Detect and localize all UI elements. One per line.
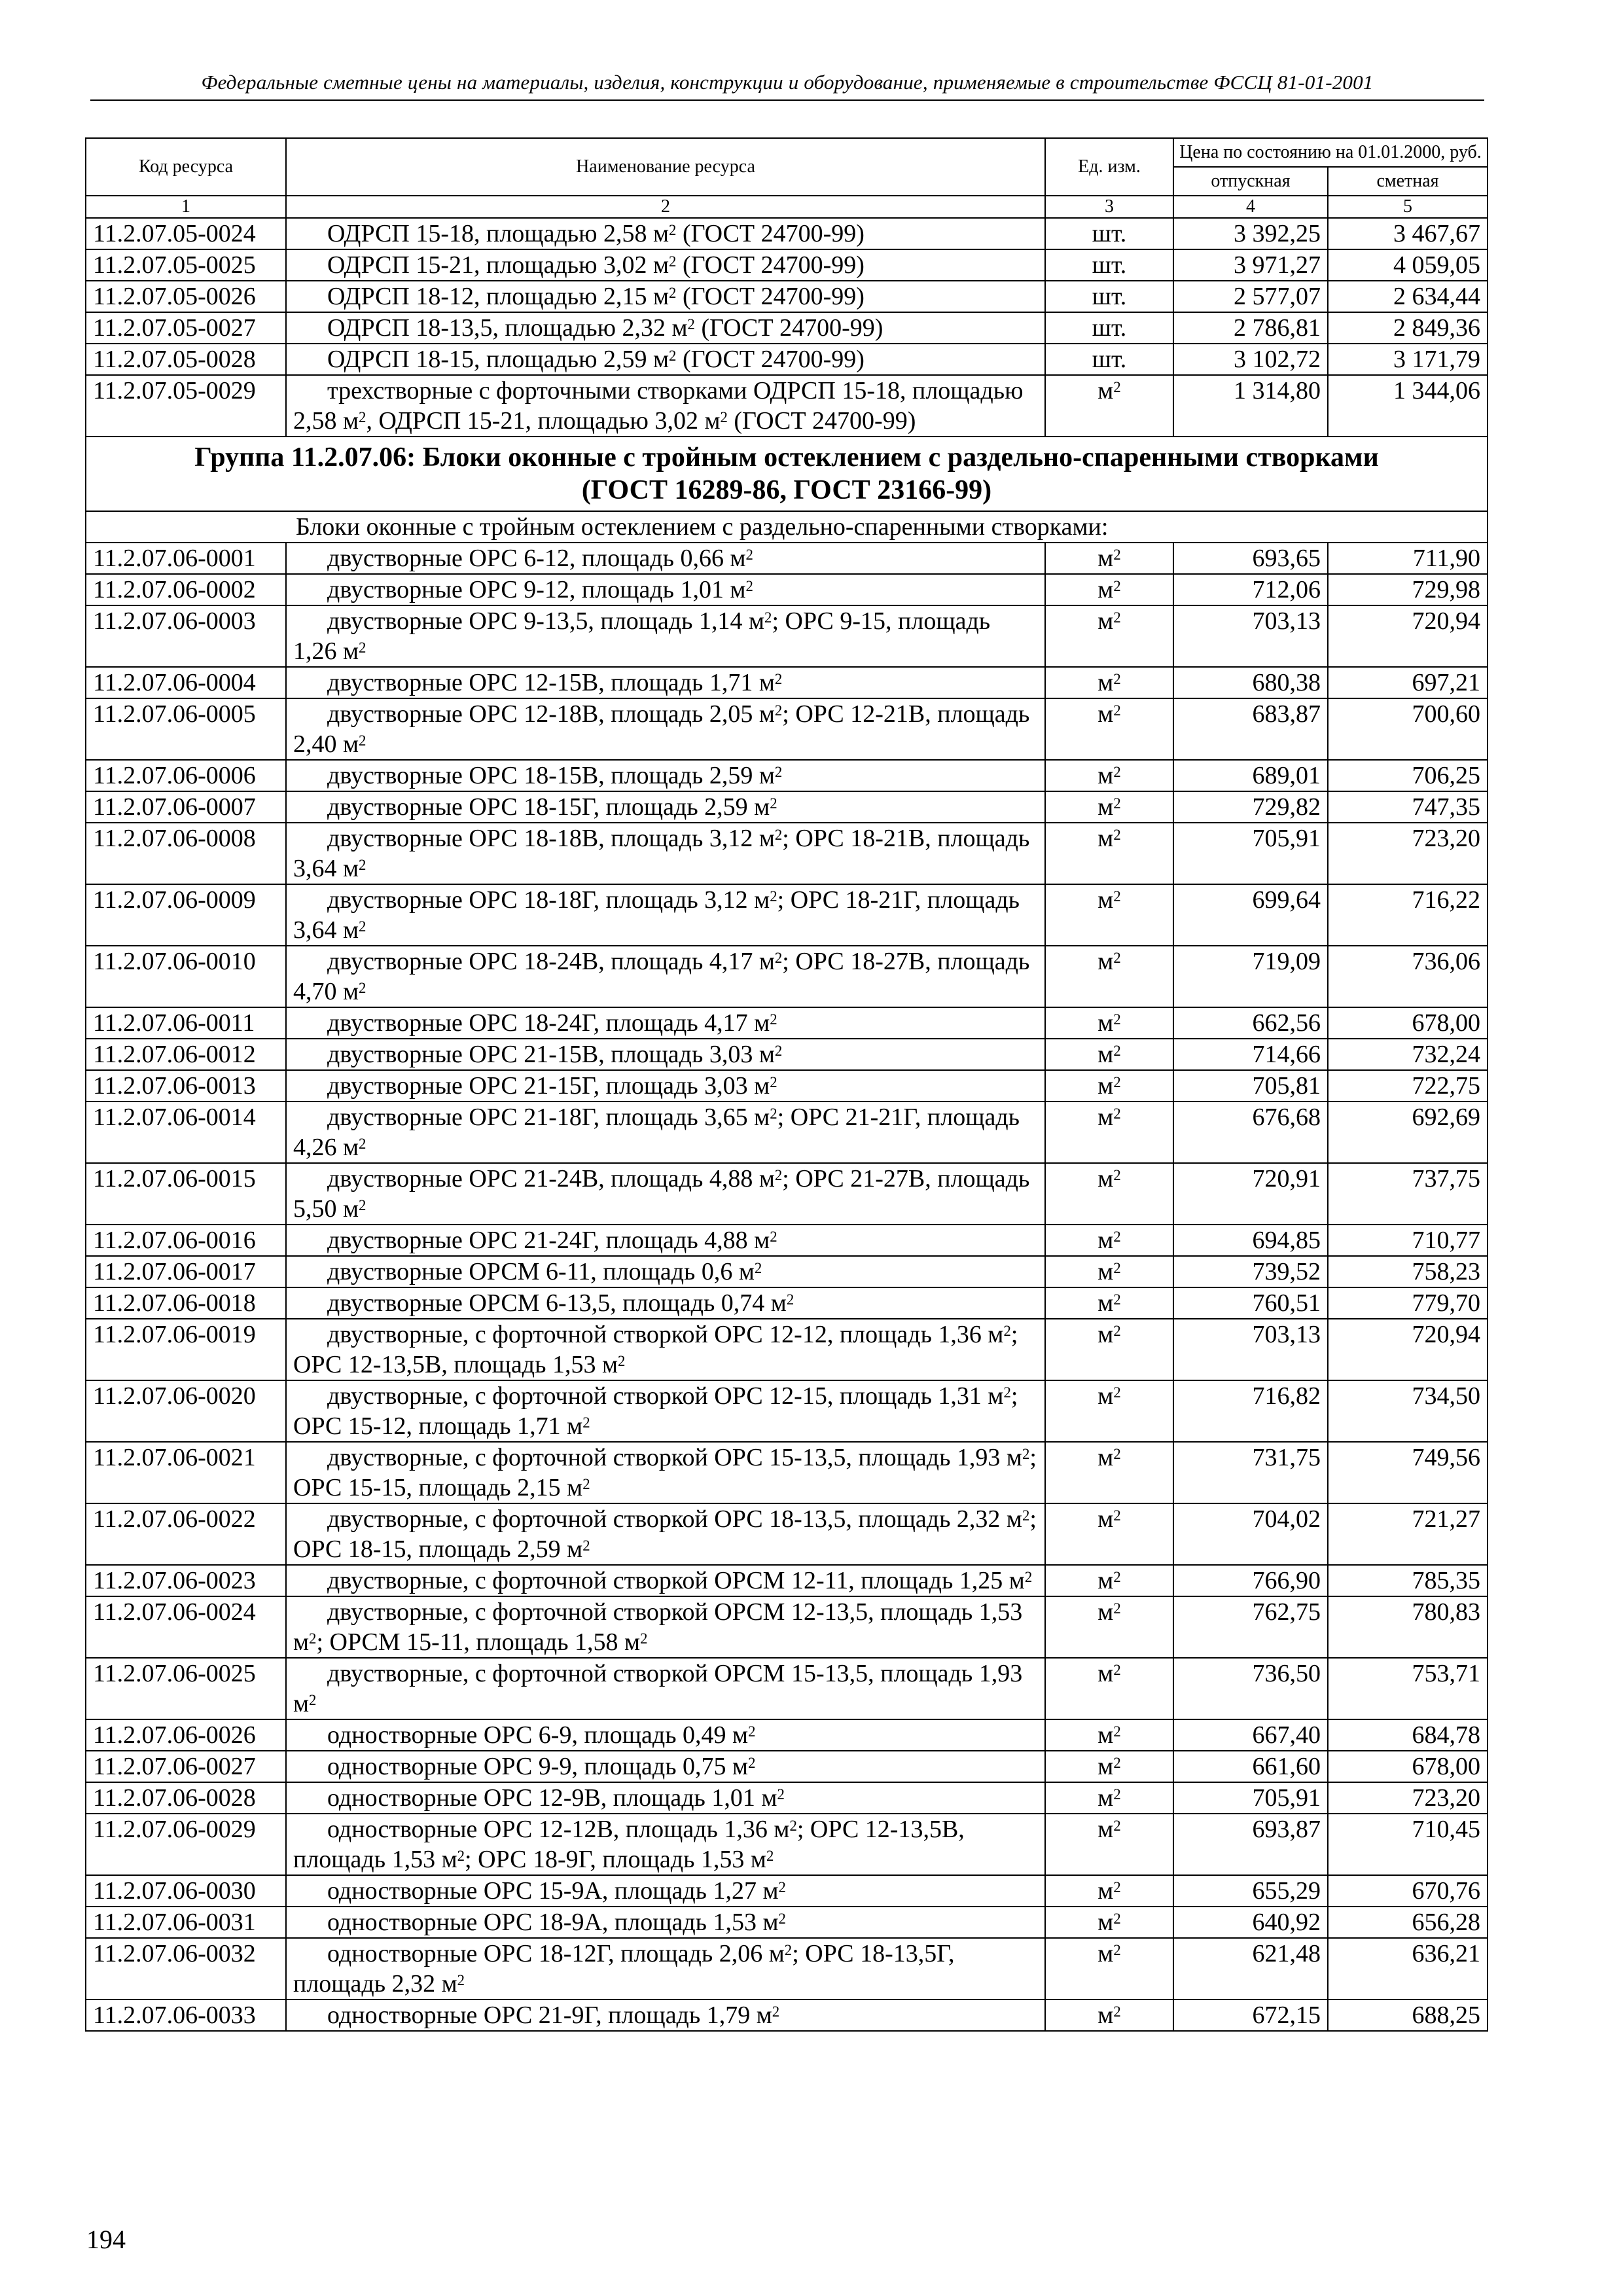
estimate-price: 780,83 <box>1328 1596 1488 1658</box>
resource-code: 11.2.07.06-0011 <box>86 1007 286 1039</box>
estimate-price: 688,25 <box>1328 2000 1488 2031</box>
unit: $м^2$ <box>1045 2000 1173 2031</box>
unit: $м^2$ <box>1045 1782 1173 1814</box>
resource-code: 11.2.07.06-0020 <box>86 1380 286 1442</box>
resource-name <box>286 249 1045 281</box>
resource-code: 11.2.07.05-0029 <box>86 375 286 437</box>
resource-name <box>286 1007 1045 1039</box>
release-price: 762,75 <box>1173 1596 1328 1658</box>
resource-name-text: двустворные, с форточной створкой ОРСМ 12-11, площадь 1,25 $м^2$ <box>327 1567 1033 1594</box>
release-price: 3 971,27 <box>1173 249 1328 281</box>
estimate-price: 656,28 <box>1328 1907 1488 1938</box>
table-row <box>86 1814 1488 1875</box>
resource-name-text: трехстворные с форточными створками ОДРСП 15-18, площадью 2,58 $м^2$, ОДРСП 15-21, площадью 3,02 $м^2$ (ГОСТ 24700-99) <box>293 377 1024 435</box>
release-price: 662,56 <box>1173 1007 1328 1039</box>
table-row <box>86 1102 1488 1163</box>
release-price: 694,85 <box>1173 1225 1328 1256</box>
release-price: 712,06 <box>1173 574 1328 605</box>
resource-name-text: двустворные ОРС 18-15Г, площадь 2,59 $м^2$ <box>327 793 777 821</box>
resource-name <box>286 1751 1045 1782</box>
unit: $м^2$ <box>1045 1814 1173 1875</box>
resource-name-text: двустворные ОРС 21-18Г, площадь 3,65 $м^2$; ОРС 21-21Г, площадь 4,26 $м^2$ <box>293 1103 1020 1161</box>
resource-name-text: двустворные ОРСМ 6-13,5, площадь 0,74 $м^2$ <box>327 1289 794 1317</box>
unit: $м^2$ <box>1045 1751 1173 1782</box>
estimate-price: 678,00 <box>1328 1007 1488 1039</box>
group-subheading: Блоки оконные с тройным остеклением с раздельно-спаренными створками: <box>86 511 1488 543</box>
unit: $м^2$ <box>1045 1938 1173 2000</box>
unit: $м^2$ <box>1045 1503 1173 1565</box>
resource-code: 11.2.07.05-0026 <box>86 281 286 312</box>
table-row <box>86 1319 1488 1380</box>
resource-code: 11.2.07.06-0012 <box>86 1039 286 1070</box>
release-price: 2 577,07 <box>1173 281 1328 312</box>
table-row <box>86 1596 1488 1658</box>
resource-name <box>286 823 1045 884</box>
resource-name <box>286 1163 1045 1225</box>
release-price: 655,29 <box>1173 1875 1328 1907</box>
unit: $м^2$ <box>1045 1007 1173 1039</box>
resource-code: 11.2.07.05-0024 <box>86 218 286 249</box>
table-row <box>86 1503 1488 1565</box>
resource-name <box>286 344 1045 375</box>
resource-name-text: двустворные ОРС 12-15В, площадь 1,71 $м^2$ <box>327 669 783 696</box>
group-title-line2: (ГОСТ 16289-86, ГОСТ 23166-99) <box>581 475 992 505</box>
resource-name <box>286 1814 1045 1875</box>
resource-name <box>286 1907 1045 1938</box>
estimate-price: 684,78 <box>1328 1719 1488 1751</box>
resource-name <box>286 1565 1045 1596</box>
resource-name-text: одностворные ОРС 12-12В, площадь 1,36 $м^2$; ОРС 12-13,5В, площадь 1,53 $м^2$; ОРС 18-9Г, площадь 1,53 $м^2$ <box>293 1816 965 1873</box>
estimate-price: 3 171,79 <box>1328 344 1488 375</box>
resource-name <box>286 1503 1045 1565</box>
group-title <box>86 437 1488 511</box>
table-row <box>86 698 1488 760</box>
release-price: 693,87 <box>1173 1814 1328 1875</box>
unit: $м^2$ <box>1045 1658 1173 1719</box>
estimate-price: 721,27 <box>1328 1503 1488 1565</box>
release-price: 766,90 <box>1173 1565 1328 1596</box>
resource-code: 11.2.07.06-0028 <box>86 1782 286 1814</box>
column-numbers-row <box>86 196 1488 218</box>
resource-name <box>286 667 1045 698</box>
resource-name <box>286 698 1045 760</box>
table-row <box>86 281 1488 312</box>
resource-name <box>286 1380 1045 1442</box>
estimate-price: 785,35 <box>1328 1565 1488 1596</box>
unit: шт. <box>1045 344 1173 375</box>
table-row <box>86 1719 1488 1751</box>
table-row <box>86 574 1488 605</box>
estimate-price: 779,70 <box>1328 1287 1488 1319</box>
resource-code: 11.2.07.06-0030 <box>86 1875 286 1907</box>
release-price: 667,40 <box>1173 1719 1328 1751</box>
release-price: 2 786,81 <box>1173 312 1328 344</box>
unit: $м^2$ <box>1045 823 1173 884</box>
resource-name <box>286 312 1045 344</box>
table-row <box>86 1565 1488 1596</box>
resource-code: 11.2.07.06-0008 <box>86 823 286 884</box>
unit: $м^2$ <box>1045 1225 1173 1256</box>
estimate-price: 692,69 <box>1328 1102 1488 1163</box>
resource-name <box>286 1039 1045 1070</box>
estimate-price: 723,20 <box>1328 1782 1488 1814</box>
resource-name <box>286 1442 1045 1503</box>
resource-name-text: одностворные ОРС 18-9А, площадь 1,53 $м^2$ <box>327 1909 786 1936</box>
estimate-price: 722,75 <box>1328 1070 1488 1102</box>
table-row <box>86 760 1488 791</box>
release-price: 680,38 <box>1173 667 1328 698</box>
release-price: 672,15 <box>1173 2000 1328 2031</box>
resource-code: 11.2.07.06-0013 <box>86 1070 286 1102</box>
resource-code: 11.2.07.06-0019 <box>86 1319 286 1380</box>
estimate-price: 697,21 <box>1328 667 1488 698</box>
resource-name-text: двустворные ОРС 18-24Г, площадь 4,17 $м^2$ <box>327 1009 777 1037</box>
table-row <box>86 1907 1488 1938</box>
release-price: 1 314,80 <box>1173 375 1328 437</box>
resource-name <box>286 543 1045 574</box>
unit: $м^2$ <box>1045 1875 1173 1907</box>
release-price: 703,13 <box>1173 1319 1328 1380</box>
estimate-price: 729,98 <box>1328 574 1488 605</box>
release-price: 689,01 <box>1173 760 1328 791</box>
rows-group <box>86 543 1488 2031</box>
resource-name <box>286 791 1045 823</box>
unit: $м^2$ <box>1045 1442 1173 1503</box>
table-row <box>86 1938 1488 2000</box>
table-row <box>86 375 1488 437</box>
col-num: 1 <box>86 196 286 218</box>
resource-code: 11.2.07.06-0024 <box>86 1596 286 1658</box>
table-row <box>86 1007 1488 1039</box>
estimate-price: 758,23 <box>1328 1256 1488 1287</box>
col-num: 2 <box>286 196 1045 218</box>
release-price: 3 392,25 <box>1173 218 1328 249</box>
col-num: 5 <box>1328 196 1488 218</box>
unit: шт. <box>1045 218 1173 249</box>
unit: $м^2$ <box>1045 1719 1173 1751</box>
resource-name <box>286 1596 1045 1658</box>
release-price: 720,91 <box>1173 1163 1328 1225</box>
estimate-price: 711,90 <box>1328 543 1488 574</box>
resource-code: 11.2.07.05-0028 <box>86 344 286 375</box>
estimate-price: 636,21 <box>1328 1938 1488 2000</box>
release-price: 736,50 <box>1173 1658 1328 1719</box>
unit: $м^2$ <box>1045 884 1173 946</box>
estimate-price: 3 467,67 <box>1328 218 1488 249</box>
unit: $м^2$ <box>1045 543 1173 574</box>
unit: $м^2$ <box>1045 1039 1173 1070</box>
resource-code: 11.2.07.06-0004 <box>86 667 286 698</box>
resource-name <box>286 946 1045 1007</box>
resource-name <box>286 1782 1045 1814</box>
resource-code: 11.2.07.06-0023 <box>86 1565 286 1596</box>
col-header-estimate: сметная <box>1328 167 1488 196</box>
table-row <box>86 1751 1488 1782</box>
unit: $м^2$ <box>1045 760 1173 791</box>
resource-code: 11.2.07.06-0018 <box>86 1287 286 1319</box>
release-price: 705,91 <box>1173 1782 1328 1814</box>
resource-name-text: одностворные ОРС 18-12Г, площадь 2,06 $м^2$; ОРС 18-13,5Г, площадь 2,32 $м^2$ <box>293 1940 955 1998</box>
unit: $м^2$ <box>1045 1070 1173 1102</box>
release-price: 739,52 <box>1173 1256 1328 1287</box>
resource-name-text: двустворные ОРС 6-12, площадь 0,66 $м^2$ <box>327 545 753 572</box>
resource-name <box>286 1938 1045 2000</box>
resource-code: 11.2.07.06-0021 <box>86 1442 286 1503</box>
unit: $м^2$ <box>1045 1287 1173 1319</box>
unit: $м^2$ <box>1045 1596 1173 1658</box>
table-row <box>86 667 1488 698</box>
release-price: 704,02 <box>1173 1503 1328 1565</box>
release-price: 676,68 <box>1173 1102 1328 1163</box>
release-price: 705,91 <box>1173 823 1328 884</box>
resource-code: 11.2.07.06-0025 <box>86 1658 286 1719</box>
resource-code: 11.2.07.06-0033 <box>86 2000 286 2031</box>
resource-code: 11.2.07.06-0016 <box>86 1225 286 1256</box>
resource-code: 11.2.07.06-0026 <box>86 1719 286 1751</box>
resource-code: 11.2.07.06-0015 <box>86 1163 286 1225</box>
resource-name <box>286 1256 1045 1287</box>
resource-code: 11.2.07.06-0031 <box>86 1907 286 1938</box>
table-row <box>86 1163 1488 1225</box>
unit: $м^2$ <box>1045 946 1173 1007</box>
table-row <box>86 249 1488 281</box>
resource-code: 11.2.07.06-0005 <box>86 698 286 760</box>
resource-name <box>286 2000 1045 2031</box>
resource-code: 11.2.07.06-0010 <box>86 946 286 1007</box>
resource-code: 11.2.07.06-0029 <box>86 1814 286 1875</box>
release-price: 661,60 <box>1173 1751 1328 1782</box>
col-header-price: Цена по состоянию на 01.01.2000, руб. <box>1173 138 1488 167</box>
estimate-price: 2 849,36 <box>1328 312 1488 344</box>
release-price: 714,66 <box>1173 1039 1328 1070</box>
resource-name-text: двустворные ОРС 18-15В, площадь 2,59 $м^2$ <box>327 762 783 789</box>
price-table <box>85 137 1488 2032</box>
release-price: 3 102,72 <box>1173 344 1328 375</box>
table-row <box>86 1782 1488 1814</box>
running-header: Федеральные сметные цены на материалы, изделия, конструкции и оборудование, применяемые в строительстве ФССЦ 81-01-2001 <box>90 71 1484 101</box>
col-header-release: отпускная <box>1173 167 1328 196</box>
group-heading-section <box>86 437 1488 543</box>
release-price: 731,75 <box>1173 1442 1328 1503</box>
resource-code: 11.2.07.06-0001 <box>86 543 286 574</box>
release-price: 719,09 <box>1173 946 1328 1007</box>
unit: $м^2$ <box>1045 1380 1173 1442</box>
table-row <box>86 1380 1488 1442</box>
resource-name-text: одностворные ОРС 9-9, площадь 0,75 $м^2$ <box>327 1753 756 1780</box>
resource-name <box>286 760 1045 791</box>
estimate-price: 753,71 <box>1328 1658 1488 1719</box>
table-row <box>86 1875 1488 1907</box>
estimate-price: 749,56 <box>1328 1442 1488 1503</box>
unit: $м^2$ <box>1045 667 1173 698</box>
release-price: 693,65 <box>1173 543 1328 574</box>
resource-name-text: двустворные, с форточной створкой ОРСМ 12-13,5, площадь 1,53 $м^2$; ОРСМ 15-11, площадь 1,58 $м^2$ <box>293 1598 1023 1656</box>
estimate-price: 2 634,44 <box>1328 281 1488 312</box>
resource-name <box>286 884 1045 946</box>
resource-name-text: одностворные ОРС 12-9В, площадь 1,01 $м^2$ <box>327 1784 785 1812</box>
table-row <box>86 884 1488 946</box>
estimate-price: 710,45 <box>1328 1814 1488 1875</box>
resource-name <box>286 605 1045 667</box>
table-row <box>86 1039 1488 1070</box>
unit: шт. <box>1045 281 1173 312</box>
resource-name <box>286 218 1045 249</box>
resource-name-text: двустворные ОРС 18-18В, площадь 3,12 $м^2$; ОРС 18-21В, площадь 3,64 $м^2$ <box>293 825 1030 882</box>
table-row <box>86 2000 1488 2031</box>
col-header-code: Код ресурса <box>86 138 286 196</box>
unit: $м^2$ <box>1045 791 1173 823</box>
estimate-price: 716,22 <box>1328 884 1488 946</box>
resource-name <box>286 281 1045 312</box>
estimate-price: 710,77 <box>1328 1225 1488 1256</box>
resource-name <box>286 1070 1045 1102</box>
estimate-price: 732,24 <box>1328 1039 1488 1070</box>
resource-name-text: двустворные ОРС 18-24В, площадь 4,17 $м^2$; ОРС 18-27В, площадь 4,70 $м^2$ <box>293 948 1030 1005</box>
resource-code: 11.2.07.06-0017 <box>86 1256 286 1287</box>
release-price: 683,87 <box>1173 698 1328 760</box>
resource-name-text: ОДРСП 18-15, площадью 2,59 $м^2$ (ГОСТ 24700-99) <box>327 346 865 373</box>
resource-name-text: двустворные ОРС 9-12, площадь 1,01 $м^2$ <box>327 576 753 603</box>
unit: $м^2$ <box>1045 1319 1173 1380</box>
resource-code: 11.2.07.05-0027 <box>86 312 286 344</box>
resource-code: 11.2.07.06-0003 <box>86 605 286 667</box>
table-row <box>86 946 1488 1007</box>
resource-name-text: двустворные, с форточной створкой ОРС 15-13,5, площадь 1,93 $м^2$; ОРС 15-15, площадь 2,15 $м^2$ <box>293 1444 1037 1501</box>
resource-code: 11.2.07.06-0009 <box>86 884 286 946</box>
table-row <box>86 791 1488 823</box>
estimate-price: 706,25 <box>1328 760 1488 791</box>
estimate-price: 1 344,06 <box>1328 375 1488 437</box>
resource-name-text: двустворные ОРС 9-13,5, площадь 1,14 $м^2$; ОРС 9-15, площадь 1,26 $м^2$ <box>293 607 991 665</box>
col-num: 4 <box>1173 196 1328 218</box>
estimate-price: 4 059,05 <box>1328 249 1488 281</box>
resource-name-text: ОДРСП 18-12, площадью 2,15 $м^2$ (ГОСТ 24700-99) <box>327 283 865 310</box>
rows-before-group <box>86 218 1488 437</box>
resource-name <box>286 1225 1045 1256</box>
estimate-price: 670,76 <box>1328 1875 1488 1907</box>
resource-name <box>286 375 1045 437</box>
resource-code: 11.2.07.06-0007 <box>86 791 286 823</box>
resource-name <box>286 574 1045 605</box>
resource-name-text: одностворные ОРС 21-9Г, площадь 1,79 $м^2$ <box>327 2001 780 2029</box>
unit: $м^2$ <box>1045 1907 1173 1938</box>
release-price: 640,92 <box>1173 1907 1328 1938</box>
resource-name-text: двустворные ОРС 21-15Г, площадь 3,03 $м^2$ <box>327 1072 777 1100</box>
estimate-price: 723,20 <box>1328 823 1488 884</box>
page-number: 194 <box>86 2225 126 2254</box>
unit: $м^2$ <box>1045 375 1173 437</box>
resource-name-text: ОДРСП 15-21, площадью 3,02 $м^2$ (ГОСТ 24700-99) <box>327 251 865 279</box>
table-row <box>86 543 1488 574</box>
unit: шт. <box>1045 312 1173 344</box>
resource-name-text: двустворные, с форточной створкой ОРС 18-13,5, площадь 2,32 $м^2$; ОРС 18-15, площадь 2,59 $м^2$ <box>293 1505 1037 1563</box>
resource-name-text: ОДРСП 15-18, площадью 2,58 $м^2$ (ГОСТ 24700-99) <box>327 220 865 247</box>
resource-code: 11.2.07.06-0022 <box>86 1503 286 1565</box>
unit: $м^2$ <box>1045 1102 1173 1163</box>
resource-code: 11.2.07.06-0027 <box>86 1751 286 1782</box>
table-row <box>86 1256 1488 1287</box>
release-price: 699,64 <box>1173 884 1328 946</box>
unit: $м^2$ <box>1045 698 1173 760</box>
resource-name <box>286 1719 1045 1751</box>
resource-name-text: двустворные ОРСМ 6-11, площадь 0,6 $м^2$ <box>327 1258 762 1285</box>
resource-name <box>286 1287 1045 1319</box>
unit: $м^2$ <box>1045 574 1173 605</box>
unit: шт. <box>1045 249 1173 281</box>
table-row <box>86 1225 1488 1256</box>
release-price: 703,13 <box>1173 605 1328 667</box>
resource-name-text: двустворные ОРС 12-18В, площадь 2,05 $м^2$; ОРС 12-21В, площадь 2,40 $м^2$ <box>293 700 1030 758</box>
resource-code: 11.2.07.06-0002 <box>86 574 286 605</box>
resource-name <box>286 1658 1045 1719</box>
col-num: 3 <box>1045 196 1173 218</box>
group-title-line1: Группа 11.2.07.06: Блоки оконные с тройным остеклением с раздельно-спаренными створками <box>194 442 1379 473</box>
resource-name-text: двустворные ОРС 21-24В, площадь 4,88 $м^2$; ОРС 21-27В, площадь 5,50 $м^2$ <box>293 1165 1030 1223</box>
table-row <box>86 605 1488 667</box>
release-price: 729,82 <box>1173 791 1328 823</box>
resource-name-text: одностворные ОРС 15-9А, площадь 1,27 $м^2$ <box>327 1877 786 1905</box>
resource-name <box>286 1102 1045 1163</box>
table-row <box>86 1070 1488 1102</box>
table-row <box>86 344 1488 375</box>
unit: $м^2$ <box>1045 1163 1173 1225</box>
estimate-price: 736,06 <box>1328 946 1488 1007</box>
table-row <box>86 1658 1488 1719</box>
release-price: 760,51 <box>1173 1287 1328 1319</box>
resource-code: 11.2.07.06-0014 <box>86 1102 286 1163</box>
estimate-price: 678,00 <box>1328 1751 1488 1782</box>
table-row <box>86 823 1488 884</box>
resource-code: 11.2.07.06-0032 <box>86 1938 286 2000</box>
col-header-name: Наименование ресурса <box>286 138 1045 196</box>
estimate-price: 747,35 <box>1328 791 1488 823</box>
table-row <box>86 218 1488 249</box>
unit: $м^2$ <box>1045 1565 1173 1596</box>
table-row <box>86 1287 1488 1319</box>
resource-name <box>286 1875 1045 1907</box>
estimate-price: 720,94 <box>1328 605 1488 667</box>
table-row <box>86 1442 1488 1503</box>
resource-name-text: двустворные ОРС 18-18Г, площадь 3,12 $м^2$; ОРС 18-21Г, площадь 3,64 $м^2$ <box>293 886 1020 944</box>
release-price: 716,82 <box>1173 1380 1328 1442</box>
resource-code: 11.2.07.05-0025 <box>86 249 286 281</box>
resource-name-text: двустворные ОРС 21-24Г, площадь 4,88 $м^2$ <box>327 1227 777 1254</box>
estimate-price: 700,60 <box>1328 698 1488 760</box>
release-price: 621,48 <box>1173 1938 1328 2000</box>
resource-name-text: двустворные, с форточной створкой ОРСМ 15-13,5, площадь 1,93 $м^2$ <box>293 1660 1023 1717</box>
unit: $м^2$ <box>1045 605 1173 667</box>
table-row <box>86 312 1488 344</box>
resource-name-text: двустворные ОРС 21-15В, площадь 3,03 $м^2$ <box>327 1041 783 1068</box>
resource-name-text: ОДРСП 18-13,5, площадью 2,32 $м^2$ (ГОСТ 24700-99) <box>327 314 883 342</box>
unit: $м^2$ <box>1045 1256 1173 1287</box>
estimate-price: 720,94 <box>1328 1319 1488 1380</box>
resource-name-text: двустворные, с форточной створкой ОРС 12-15, площадь 1,31 $м^2$; ОРС 15-12, площадь 1,71 $м^2$ <box>293 1382 1018 1440</box>
release-price: 705,81 <box>1173 1070 1328 1102</box>
estimate-price: 737,75 <box>1328 1163 1488 1225</box>
estimate-price: 734,50 <box>1328 1380 1488 1442</box>
resource-name-text: двустворные, с форточной створкой ОРС 12-12, площадь 1,36 $м^2$; ОРС 12-13,5В, площадь 1,53 $м^2$ <box>293 1321 1018 1378</box>
resource-name-text: одностворные ОРС 6-9, площадь 0,49 $м^2$ <box>327 1721 756 1749</box>
resource-name <box>286 1319 1045 1380</box>
resource-code: 11.2.07.06-0006 <box>86 760 286 791</box>
col-header-unit: Ед. изм. <box>1045 138 1173 196</box>
